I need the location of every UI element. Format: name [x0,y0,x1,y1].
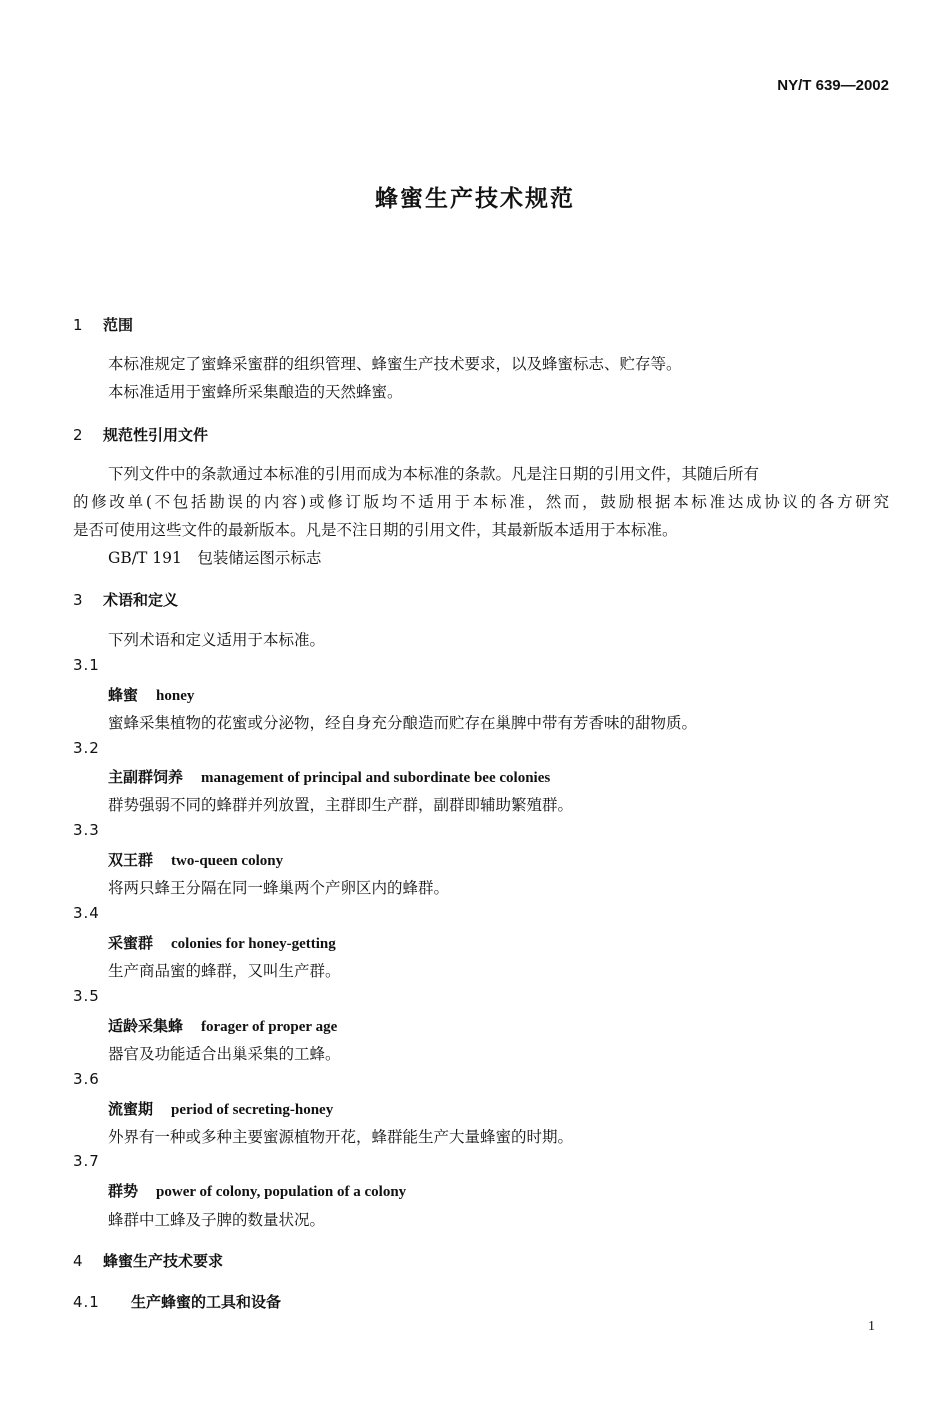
term-chinese: 蜂蜜 [108,686,139,704]
clause-number: 3.5 [73,987,100,1005]
term-chinese: 流蜜期 [108,1100,154,1118]
subsection-4-1-heading [73,1291,281,1312]
section-number: 4 [73,1252,83,1270]
subsection-number: 4.1 [73,1293,100,1311]
term-definition: 生产商品蜜的蜂群，又叫生产群。 [108,962,341,980]
term-chinese: 双王群 [108,851,154,869]
document-code: NY/T 639—2002 [777,77,889,94]
term-entry [108,1180,406,1201]
paragraph: 本标准规定了蜜蜂采蜜群的组织管理、蜂蜜生产技术要求，以及蜂蜜标志、贮存等。 [108,355,682,373]
section-number: 3 [73,591,83,609]
term-entry [108,1098,333,1119]
clause-number: 3.1 [73,656,100,674]
paragraph-line: 的修改单(不包括勘误的内容)或修订版均不适用于本标准，然而，鼓励根据本标准达成协议的各方研究 [73,493,889,511]
section-1-heading [73,314,133,335]
section-title: 范围 [103,316,134,334]
term-entry [108,932,336,953]
document-title: 蜂蜜生产技术规范 [375,186,575,212]
section-2-heading [73,424,208,445]
clause-number: 3.6 [73,1070,100,1088]
term-definition: 群势强弱不同的蜂群并列放置，主群即生产群，副群即辅助繁殖群。 [108,796,574,814]
subsection-title: 生产蜂蜜的工具和设备 [131,1293,282,1311]
section-title: 规范性引用文件 [103,426,209,444]
clause-number: 3.4 [73,904,100,922]
section-number: 2 [73,426,83,444]
term-definition: 将两只蜂王分隔在同一蜂巢两个产卵区内的蜂群。 [108,879,450,897]
term-chinese: 适龄采集蜂 [108,1017,184,1035]
term-english: power of colony, population of a colony [156,1184,407,1200]
section-3-heading [73,589,178,610]
section-4-heading [73,1250,223,1271]
paragraph-line: 下列文件中的条款通过本标准的引用而成为本标准的条款。凡是注日期的引用文件，其随后所有 [108,465,760,483]
term-definition: 蜂群中工蜂及子脾的数量状况。 [108,1211,326,1229]
paragraph-line: 是否可使用这些文件的最新版本。凡是不注日期的引用文件，其最新版本适用于本标准。 [73,521,678,539]
reference-item: GB/T 191 包装储运图示标志 [108,549,322,567]
term-entry [108,766,550,787]
term-entry [108,684,194,705]
term-english: two-queen colony [171,853,284,869]
term-definition: 器官及功能适合出巢采集的工蜂。 [108,1045,341,1063]
clause-number: 3.2 [73,739,100,757]
term-entry [108,849,283,870]
term-english: management of principal and subordinate bee colonies [201,770,551,786]
term-english: colonies for honey-getting [171,936,336,952]
term-chinese: 群势 [108,1182,139,1200]
section-title: 术语和定义 [103,591,179,609]
page-number: 1 [868,1319,875,1334]
term-chinese: 主副群饲养 [108,768,184,786]
paragraph: 下列术语和定义适用于本标准。 [108,631,326,649]
term-definition: 外界有一种或多种主要蜜源植物开花，蜂群能生产大量蜂蜜的时期。 [108,1128,574,1146]
clause-number: 3.3 [73,821,100,839]
term-english: forager of proper age [201,1019,338,1035]
section-number: 1 [73,316,83,334]
clause-number: 3.7 [73,1152,100,1170]
term-definition: 蜜蜂采集植物的花蜜或分泌物，经自身充分酿造而贮存在巢脾中带有芳香味的甜物质。 [108,714,698,732]
term-english: honey [156,688,195,704]
term-entry [108,1015,337,1036]
paragraph: 本标准适用于蜜蜂所采集酿造的天然蜂蜜。 [108,383,403,401]
section-title: 蜂蜜生产技术要求 [103,1252,224,1270]
term-chinese: 采蜜群 [108,934,154,952]
term-english: period of secreting-honey [171,1102,334,1118]
